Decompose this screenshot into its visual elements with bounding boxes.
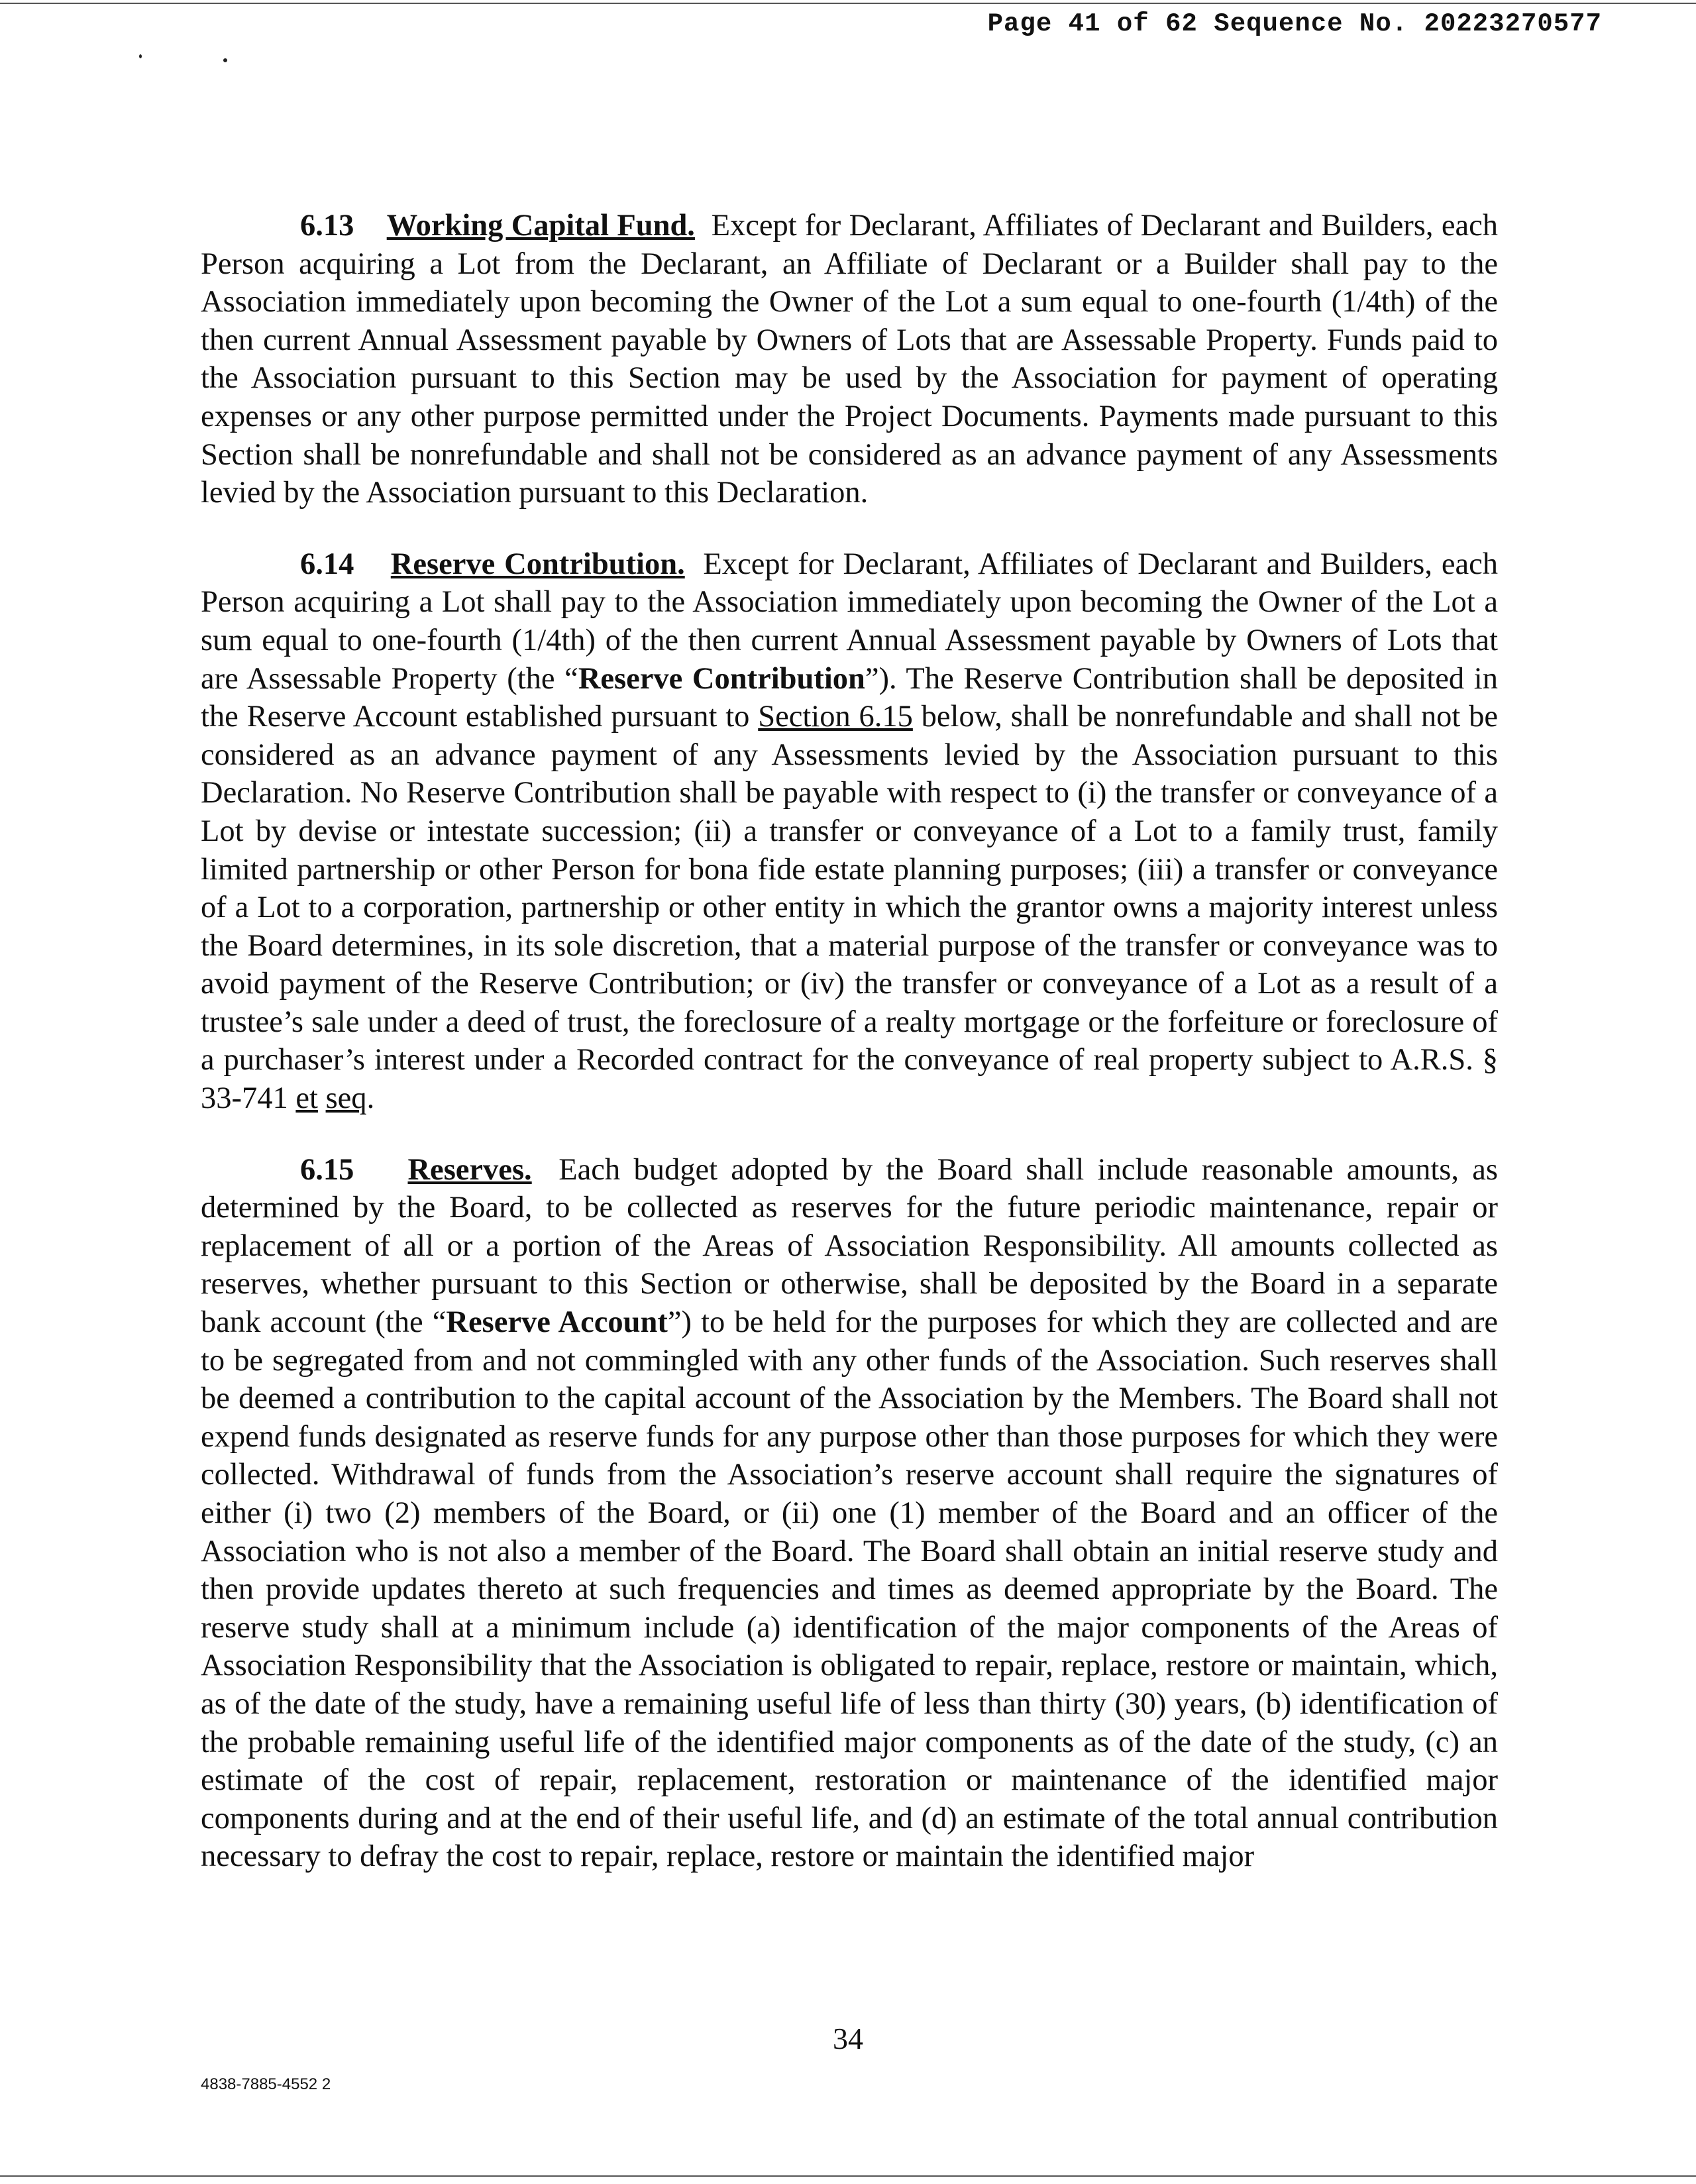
section-text: Except for Declarant, Affiliates of Declarant and Builders, each Person acquiring a Lot from the Declarant, an Affiliate of Declarant or a Builder shall pay to the Association immediately upon becoming the Owner of the Lot a sum equal to one-fourth (1/4th) of the then current Annual Assessment payable by Owners of Lots that are Assessable Property. Funds paid to the Association pursuant to this Section may be used by the Association for payment of operating expenses or any other purpose permitted under the Project Documents. Payments made pursuant to this Section shall be nonrefundable and shall not be considered as an advance payment of any Assessments levied by the Association pursuant to this Declaration.	[201, 209, 1499, 510]
scan-speck	[223, 58, 227, 62]
top-rule	[0, 3, 1696, 4]
section-title: Working Capital Fund.	[386, 209, 695, 243]
defined-term: Reserve Account	[446, 1305, 668, 1340]
page-sequence-stamp: Page 41 of 62 Sequence No. 20223270577	[987, 9, 1602, 38]
section-number: 6.14	[300, 547, 354, 581]
latin-seq: seq	[325, 1081, 367, 1116]
document-body	[201, 207, 1498, 1909]
document-id: 4838-7885-4552 2	[201, 2075, 331, 2093]
section-number: 6.15	[300, 1152, 354, 1187]
latin-et: et	[295, 1081, 318, 1116]
section-text-end: .	[366, 1081, 375, 1116]
section-cross-reference: Section 6.15	[758, 700, 913, 734]
section-text: below, shall be nonrefundable and shall not be considered as an advance payment of any Assessments levied by the Association pursuant to this Declaration. No Reserve Contribution shall be payable with respect to (i) the transfer or conveyance of a Lot by devise or intestate succession; (ii) a transfer or conveyance of a Lot to a family trust, family limited partnership or other Person for bona fide estate planning purposes; (iii) a transfer or conveyance of a Lot to a corporation, partnership or other entity in which the grantor owns a majority interest unless the Board determines, in its sole discretion, that a material purpose of the transfer or conveyance was to avoid payment of the Reserve Contribution; or (iv) the transfer or conveyance of a Lot as a result of a trustee’s sale under a deed of trust, the foreclosure of a realty mortgage or the forfeiture or foreclosure of a purchaser’s interest under a Recorded contract for the conveyance of real property subject to A.R.S. § 33-741	[201, 700, 1498, 1116]
section-6-14	[201, 545, 1498, 1118]
section-6-15	[201, 1151, 1498, 1876]
page-number: 34	[833, 2022, 863, 2055]
scan-speck	[139, 54, 142, 58]
section-text: ”). The Reserve Contribution shall be deposited in the Reserve Account established pursuant to	[201, 661, 1498, 734]
section-title: Reserve Contribution.	[390, 547, 685, 581]
bottom-rule	[0, 2175, 1696, 2177]
section-6-13	[201, 207, 1498, 512]
section-title: Reserves.	[407, 1152, 532, 1187]
defined-term: Reserve Contribution	[578, 661, 865, 696]
section-number: 6.13	[300, 209, 354, 243]
section-text: Except for Declarant, Affiliates of Declarant and Builders, each Person acquiring a Lot shall pay to the Association immediately upon becoming the Owner of the Lot a sum equal to one-fourth (1/4th) of the then current Annual Assessment payable by Owners of Lots that are Assessable Property (the “	[201, 547, 1499, 696]
section-text: Each budget adopted by the Board shall include reasonable amounts, as determined by the Board, to be collected as reserves for the future periodic maintenance, repair or replacement of all or a portion of the Areas of Association Responsibility. All amounts collected as reserves, whether pursuant to this Section or otherwise, shall be deposited by the Board in a separate bank account (the “	[201, 1152, 1499, 1340]
section-text: ”) to be held for the purposes for which they are collected and are to be segregated from and not commingled with any other funds of the Association. Such reserves shall be deemed a contribution to the capital account of the Association by the Members. The Board shall not expend funds designated as reserve funds for any purpose other than those purposes for which they were collected. Withdrawal of funds from the Association’s reserve account shall require the signatures of either (i) two (2) members of the Board, or (ii) one (1) member of the Board and an officer of the Association who is not also a member of the Board. The Board shall obtain an initial reserve study and then provide updates thereto at such frequencies and times as deemed appropriate by the Board. The reserve study shall at a minimum include (a) identification of the major components of the Areas of Association Responsibility that the Association is obligated to repair, replace, restore or maintain, which, as of the date of the study, have a remaining useful life of less than thirty (30) years, (b) identification of the probable remaining useful life of the identified major components as of the date of the study, (c) an estimate of the cost of repair, replacement, restoration or maintenance of the identified major components during and at the end of their useful life, and (d) an estimate of the total annual contribution necessary to defray the cost to repair, replace, restore or maintain the identified major	[201, 1305, 1498, 1874]
